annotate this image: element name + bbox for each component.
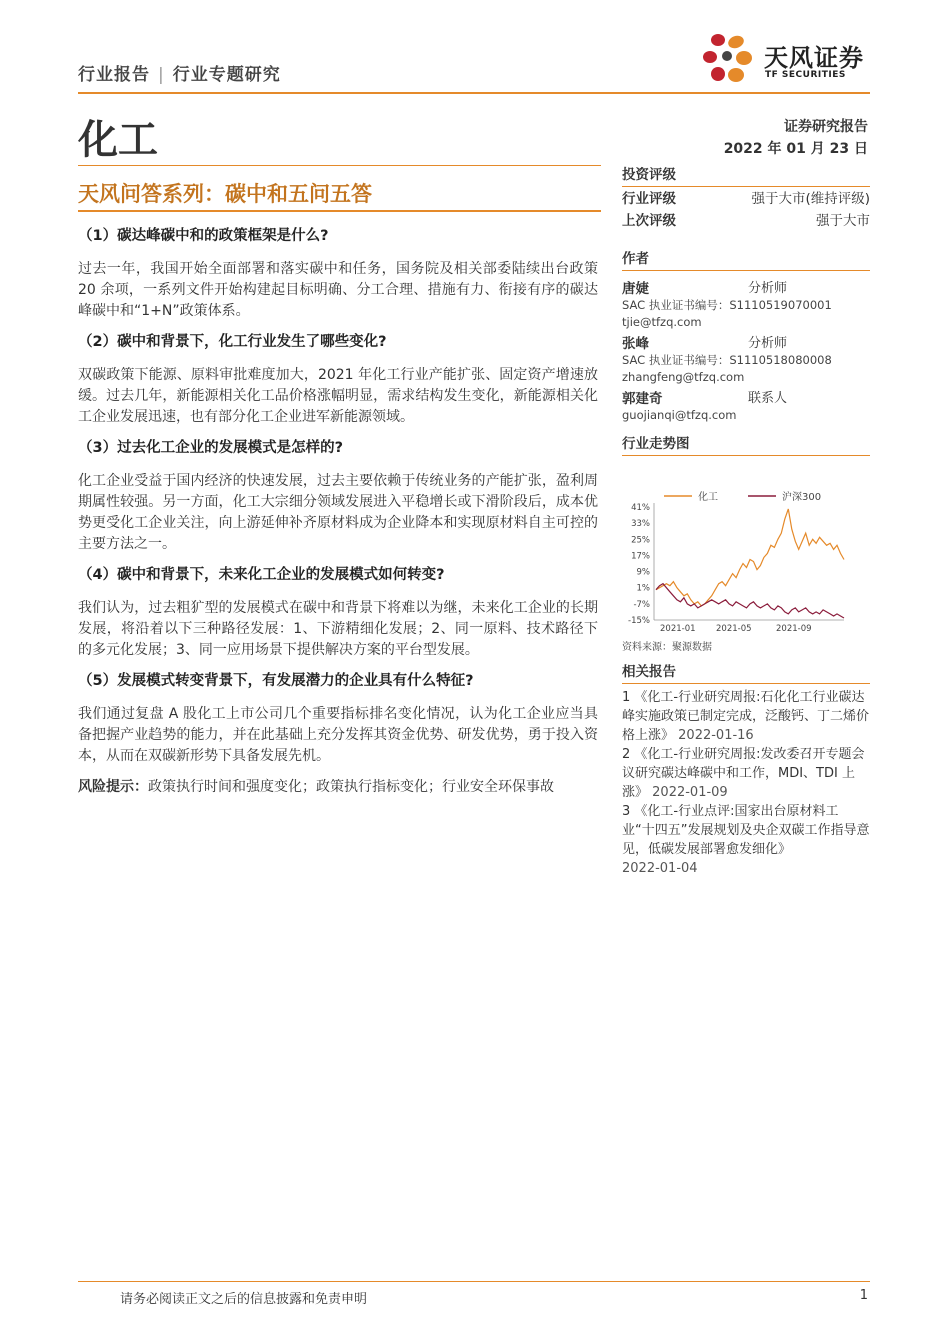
qa-section-3: [78, 438, 598, 555]
related-report-item[interactable]: [622, 688, 870, 745]
authors-block: [622, 247, 870, 424]
question-heading: （4）碳中和背景下，未来化工企业的发展模式如何转变?: [78, 567, 445, 583]
report-category: [78, 60, 281, 85]
series-line: [656, 584, 844, 618]
author-entry: [622, 277, 870, 331]
qa-section-1: [78, 226, 598, 322]
page-number: 1: [859, 1288, 868, 1303]
legend-label: 沪深300: [782, 492, 822, 503]
chart-heading: 行业走势图: [622, 436, 690, 452]
category-separator: |: [158, 65, 165, 85]
chart-source: 资料来源：聚源数据: [622, 642, 712, 653]
series-line: [656, 509, 844, 606]
x-tick-label: 2021-01: [660, 624, 696, 632]
author-email[interactable]: guojianqi@tfzq.com: [622, 408, 737, 422]
rating-label: 行业评级: [622, 191, 676, 207]
question-heading: （3）过去化工企业的发展模式是怎样的?: [78, 440, 343, 456]
main-content: [78, 226, 598, 808]
related-report-item[interactable]: [622, 802, 870, 878]
related-report-item[interactable]: [622, 745, 870, 802]
related-report-date: 2022-01-16: [678, 728, 754, 743]
author-name: 郭建奇: [622, 391, 663, 407]
related-reports-block: [622, 660, 870, 878]
report-type: 证券研究报告: [784, 119, 868, 135]
rating-block: [622, 163, 870, 232]
y-tick-label: 17%: [631, 551, 650, 562]
y-tick-label: -15%: [628, 616, 650, 626]
qa-section-5: [78, 671, 598, 767]
y-tick-label: 9%: [636, 567, 650, 578]
author-email[interactable]: zhangfeng@tfzq.com: [622, 370, 745, 384]
author-certificate: SAC 执业证书编号：S1110518080008: [622, 353, 832, 367]
subtitle-bottom-divider: [78, 210, 601, 212]
related-report-date: 2022-01-04: [622, 861, 698, 876]
related-report-title: 3 《化工-行业点评:国家出台原材料工业“十四五”发展规划及央企双碳工作指导意见，低碳发展部署愈发细化》: [622, 804, 870, 857]
answer-paragraph: 化工企业受益于国内经济的快速发展，过去主要依赖于传统业务的产能扩张，盈利周期属性较强。另一方面，化工大宗细分领域发展进入平稳增长或下滑阶段后，成本优势更受化工企业关注，向上游延伸补齐原材料成为企业降本和实现原材料自主可控的主要方法之一。: [78, 473, 598, 552]
previous-rating-value: 强于大市: [816, 213, 870, 229]
industry-trend-chart: [622, 462, 870, 632]
trend-chart-block: [622, 432, 870, 653]
author-entry: [622, 387, 870, 424]
author-email[interactable]: tjie@tfzq.com: [622, 315, 702, 329]
chart-divider: [622, 455, 870, 456]
y-tick-label: 41%: [631, 503, 650, 513]
company-logo: [700, 30, 875, 90]
previous-rating-label: 上次评级: [622, 213, 676, 229]
author-role: 分析师: [748, 336, 788, 351]
authors-divider: [622, 270, 870, 271]
author-role: 联系人: [748, 391, 788, 406]
authors-heading: 作者: [622, 251, 649, 267]
related-report-title: 1 《化工-行业研究周报:石化化工行业碳达峰实施政策已制定完成，泛酸钙、丁二烯价格上涨》: [622, 690, 870, 743]
y-tick-label: -7%: [633, 599, 650, 610]
report-date: 2022 年 01 月 23 日: [723, 141, 868, 157]
risk-warning: [78, 777, 598, 798]
question-heading: （1）碳达峰碳中和的政策框架是什么?: [78, 228, 329, 244]
question-heading: （5）发展模式转变背景下，有发展潜力的企业具有什么特征?: [78, 673, 474, 689]
category-secondary: 行业专题研究: [172, 65, 281, 85]
related-report-date: 2022-01-09: [652, 785, 728, 800]
y-tick-label: 1%: [636, 583, 650, 594]
previous-rating-row: [622, 210, 870, 232]
flower-logo-icon: [700, 30, 760, 90]
question-heading: （2）碳中和背景下，化工行业发生了哪些变化?: [78, 334, 387, 350]
related-report-title: 2 《化工-行业研究周报:发改委召开专题会议研究碳达峰碳中和工作，MDI、TDI 上涨》: [622, 747, 865, 800]
answer-paragraph: 双碳政策下能源、原料审批难度加大，2021 年化工行业产能扩张、固定资产增速放缓。过去几年，新能源相关化工品价格涨幅明显，需求结构发生变化，新能源相关化工企业发展迅速，也有部分化工企业进军新能源领域。: [78, 367, 598, 425]
x-tick-label: 2021-09: [776, 624, 812, 632]
footer-divider: [78, 1281, 870, 1282]
risk-text: 政策执行时间和强度变化；政策执行指标变化；行业安全环保事故: [148, 779, 554, 795]
answer-paragraph: 我们通过复盘 A 股化工上市公司几个重要指标排名变化情况，认为化工企业应当具备把握产业趋势的能力，并在此基础上充分发挥其资金优势、研发优势，勇于投入资本，从而在双碳新形势下具备发展先机。: [78, 706, 598, 764]
rating-heading: 投资评级: [622, 167, 676, 183]
footer-disclaimer[interactable]: 请务必阅读正文之后的信息披露和免责申明: [120, 1292, 368, 1307]
qa-section-4: [78, 565, 598, 661]
industry-rating-row: [622, 188, 870, 210]
author-entry: [622, 332, 870, 386]
related-divider: [622, 683, 870, 684]
logo-english-name: TF SECURITIES: [765, 70, 846, 80]
header-divider: [78, 92, 870, 94]
rating-value: 强于大市(维持评级): [751, 191, 870, 207]
author-certificate: SAC 执业证书编号：S1110519070001: [622, 298, 832, 312]
report-subtitle: 天风问答系列：碳中和五问五答: [78, 182, 372, 206]
industry-title: 化工: [78, 117, 158, 163]
x-tick-label: 2021-05: [716, 624, 752, 632]
y-tick-label: 25%: [631, 535, 650, 546]
answer-paragraph: 过去一年，我国开始全面部署和落实碳中和任务，国务院及相关部委陆续出台政策 20 余项，一系列文件开始构建起目标明确、分工合理、措施有力、衔接有序的碳达峰碳中和“1+N”政策体系。: [78, 261, 598, 319]
author-role: 分析师: [748, 281, 788, 296]
risk-label: 风险提示：: [78, 779, 148, 795]
y-tick-label: 33%: [631, 519, 650, 530]
author-name: 张峰: [622, 336, 649, 352]
author-name: 唐婕: [622, 281, 649, 297]
related-heading: 相关报告: [622, 664, 676, 680]
logo-chinese-name: 天风证券: [764, 44, 864, 72]
answer-paragraph: 我们认为，过去粗犷型的发展模式在碳中和背景下将难以为继，未来化工企业的长期发展，将沿着以下三种路径发展：1、下游精细化发展；2、同一原料、技术路径下的多元化发展；3、同一应用场景下提供解决方案的平台型发展。: [78, 600, 598, 658]
category-primary: 行业报告: [78, 65, 150, 85]
subtitle-top-divider: [78, 165, 601, 166]
legend-label: 化工: [698, 492, 718, 503]
rating-divider: [622, 186, 870, 187]
qa-section-2: [78, 332, 598, 428]
